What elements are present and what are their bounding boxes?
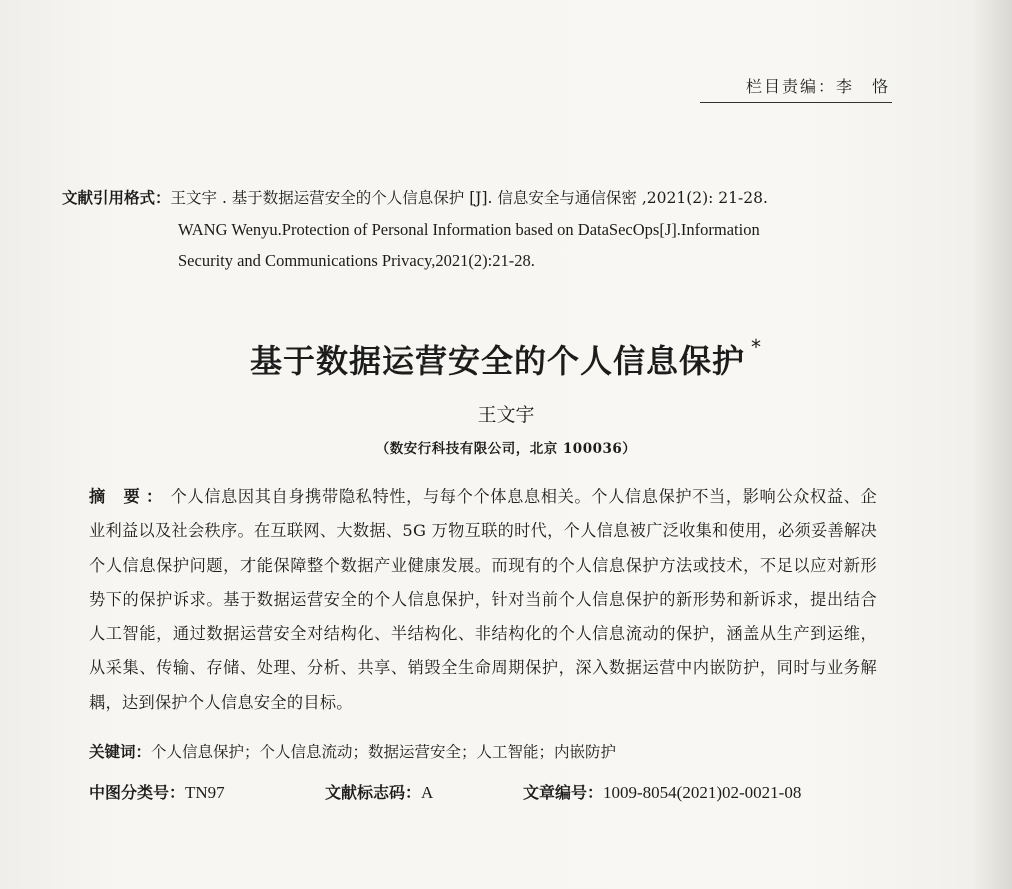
citation-cn: 王文宇 . 基于数据运营安全的个人信息保护 [J]. 信息安全与通信保密 ,2021(2): 21-28. xyxy=(170,189,768,207)
citation-label: 文献引用格式： xyxy=(62,188,171,207)
citation-block xyxy=(62,182,768,276)
clc-value: TN97 xyxy=(185,783,225,802)
document-code xyxy=(325,780,433,803)
column-editor-text: 栏目责编：李 恪 xyxy=(745,77,890,96)
paper-title xyxy=(0,336,1012,382)
doc-code-value: A xyxy=(421,783,434,802)
abstract-text: 个人信息因其自身携带隐私特性，与每个个体息息相关。个人信息保护不当，影响公众权益、企业利益以及社会秩序。在互联网、大数据、5G 万物互联的时代，个人信息被广泛收集和使用，必须妥善解决个人信息保护问题，才能保障整个数据产业健康发展。而现有的个人信息保护方法或技术，不足以应对新形势下的保护诉求。基于数据运营安全的个人信息保护，针对当前个人信息保护的新形势和新诉求，提出结合人工智能，通过数据运营安全对结构化、半结构化、非结构化的个人信息流动的保护，涵盖从生产到运维，从采集、传输、存储、处理、分析、共享、销毁全生命周期保护，深入数据运营中内嵌防护，同时与业务解耦，达到保护个人信息安全的目标。 xyxy=(89,487,877,712)
author: 王文宇 xyxy=(477,404,535,426)
affiliation: （数安行科技有限公司，北京 100036） xyxy=(375,441,637,457)
citation-en-line2: Security and Communications Privacy,2021(2):21-28. xyxy=(178,251,535,270)
doc-code-label: 文献标志码： xyxy=(325,783,422,802)
clc-label: 中图分类号： xyxy=(89,783,186,802)
article-no-value: 1009-8054(2021)02-0021-08 xyxy=(603,783,802,802)
title-footnote-mark: * xyxy=(751,335,762,360)
abstract xyxy=(89,480,877,720)
keywords-label: 关键词： xyxy=(89,743,152,761)
keywords xyxy=(89,740,616,762)
paper-title-text: 基于数据运营安全的个人信息保护 xyxy=(249,342,745,380)
clc-number xyxy=(89,780,225,803)
citation-line-cn xyxy=(62,182,768,214)
abstract-label: 摘 要： xyxy=(89,487,169,506)
article-number xyxy=(523,780,801,803)
keywords-text: 个人信息保护；个人信息流动；数据运营安全；人工智能；内嵌防护 xyxy=(151,743,617,761)
column-editor xyxy=(700,74,892,103)
citation-en-line1: WANG Wenyu.Protection of Personal Information based on DataSecOps[J].Information xyxy=(178,220,760,239)
article-no-label: 文章编号： xyxy=(523,783,604,802)
